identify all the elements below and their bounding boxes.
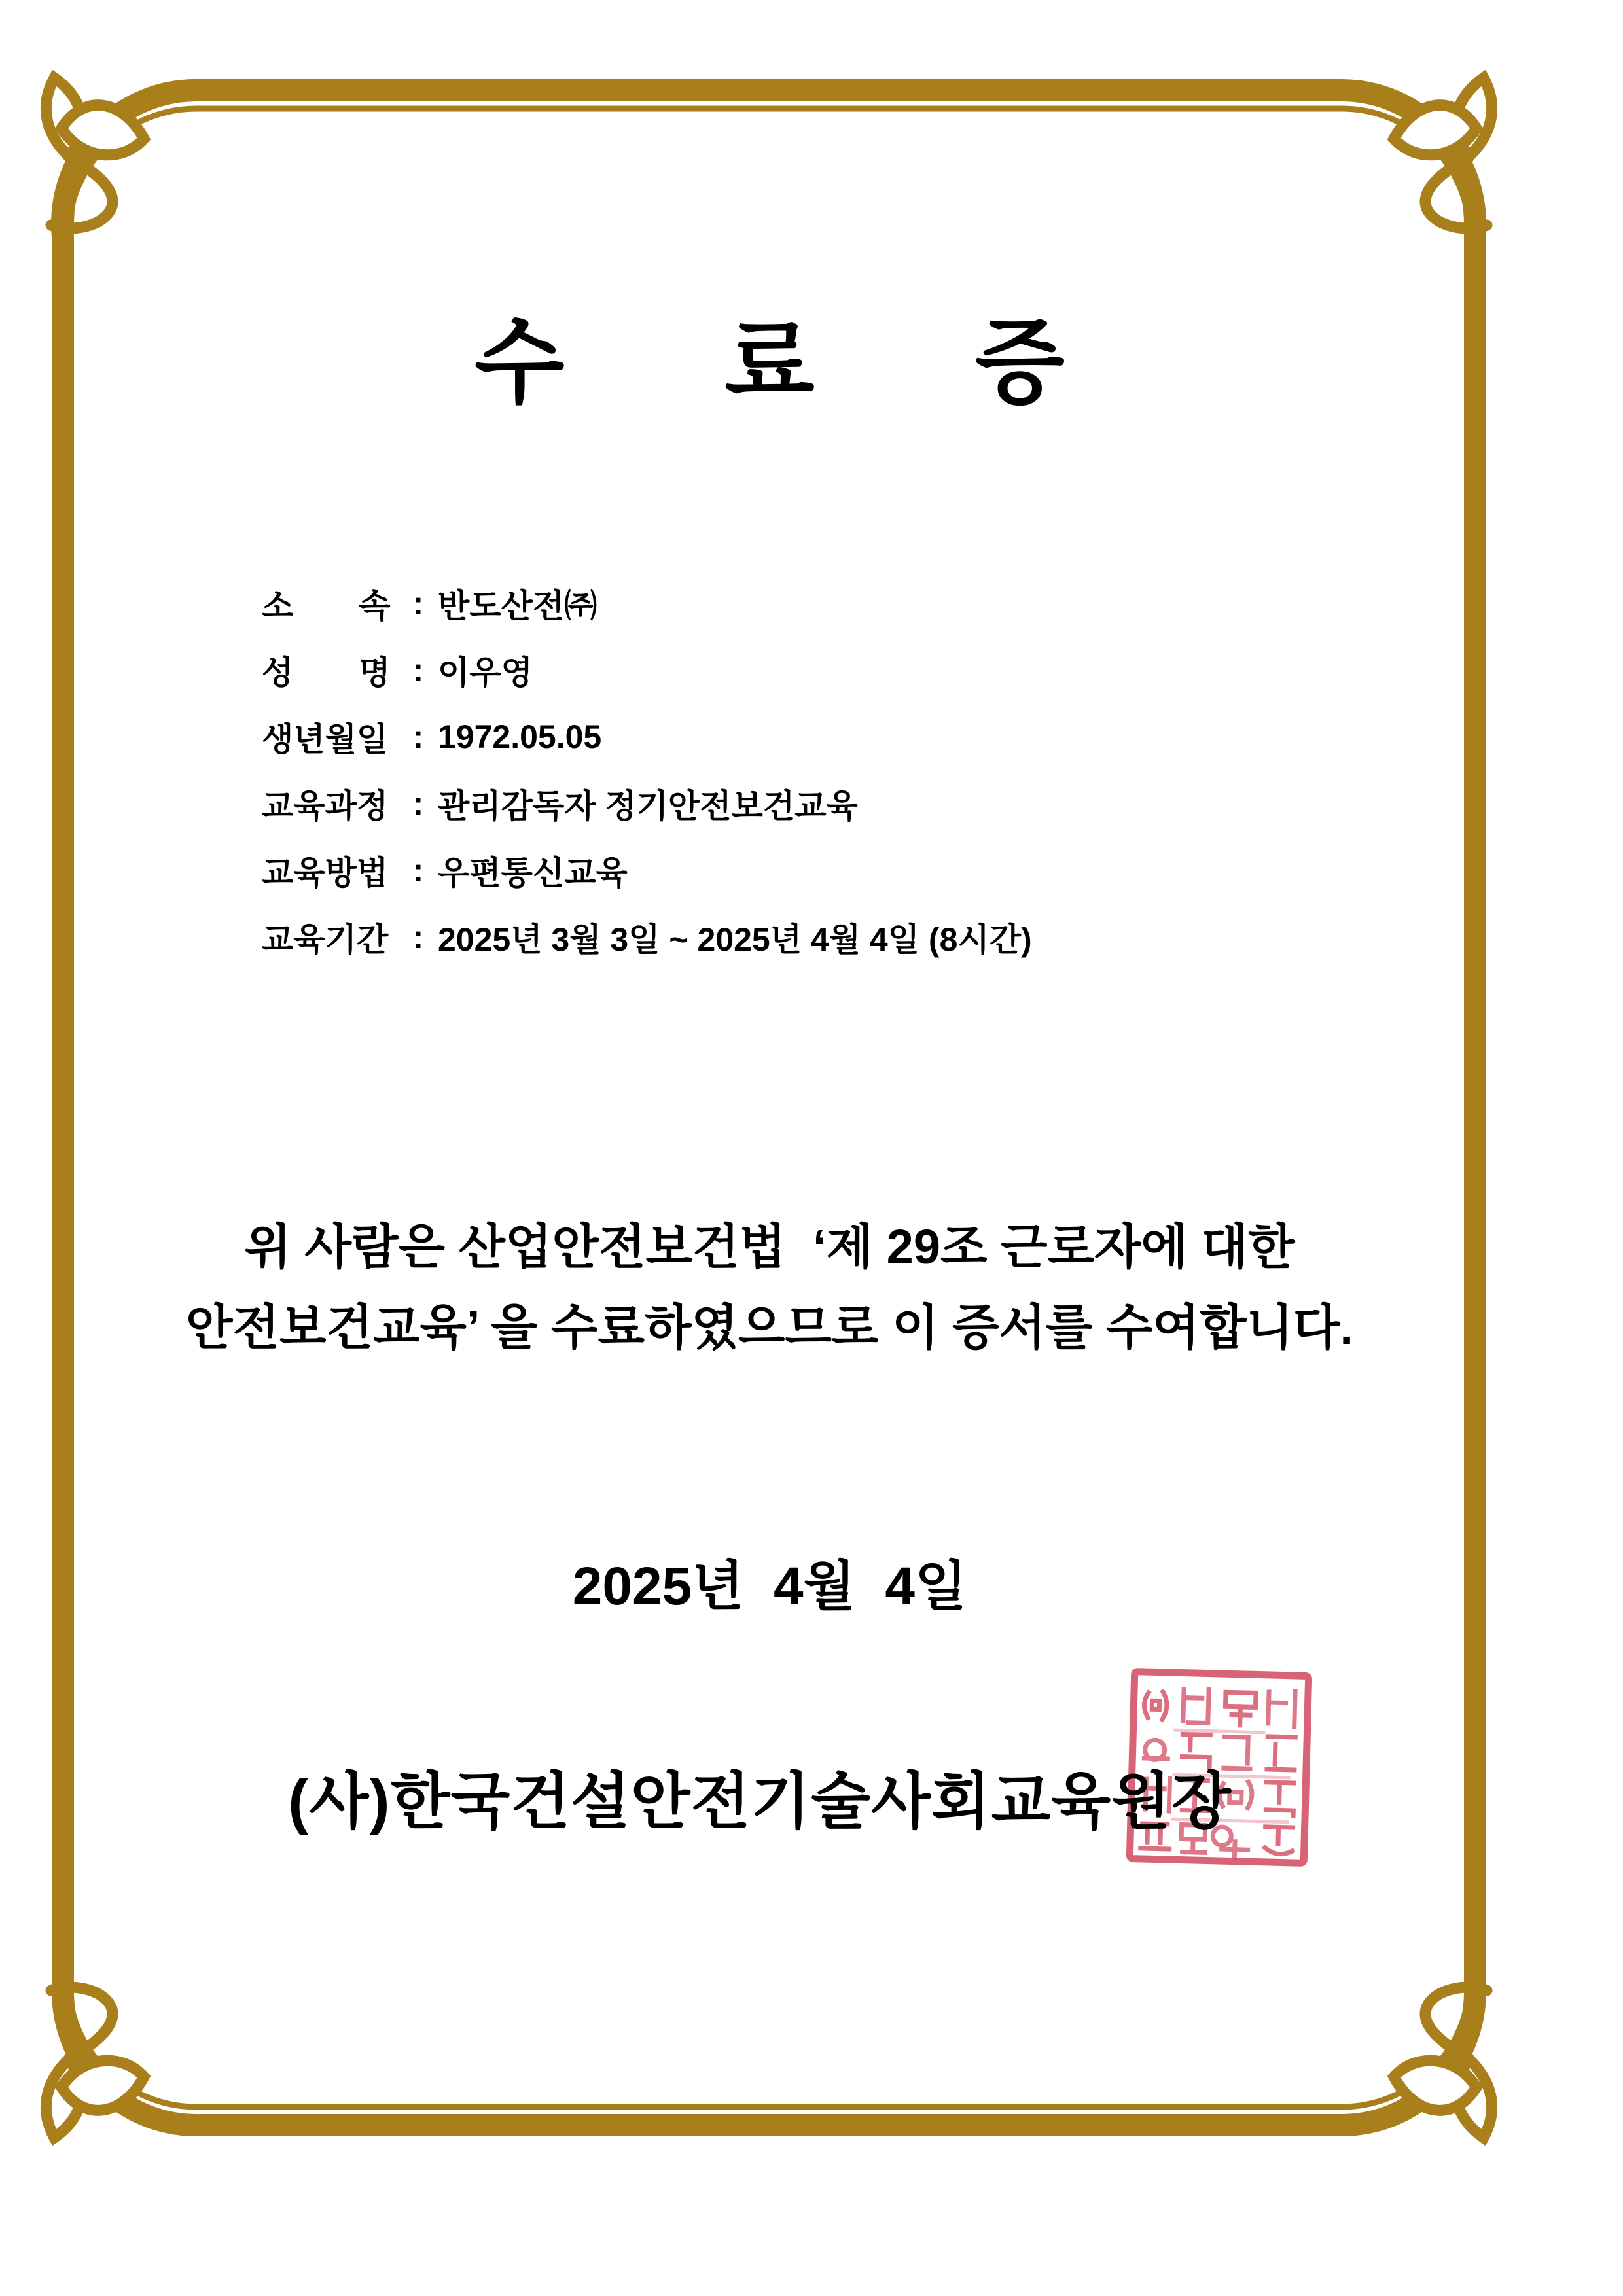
field-value: 2025년 3월 3일 ~ 2025년 4월 4일 (8시간) [438, 921, 1032, 958]
issuer-name: (사)한국건설안전기술사회교육원장 [288, 1767, 1232, 1835]
field-label: 소 속 [262, 588, 391, 624]
field-colon: : [412, 785, 424, 822]
field-value: 반도산전㈜ [438, 588, 597, 624]
field-row-birthdate [262, 703, 1032, 770]
field-row-name [262, 637, 1032, 703]
field-label: 생년월일 [262, 721, 389, 758]
certificate-title: 수료증 [474, 311, 1225, 415]
field-label: 교육과정 [262, 788, 389, 824]
field-label: 성 명 [262, 654, 391, 691]
field-label: 교육기간 [262, 921, 389, 958]
field-label: 교육방법 [262, 855, 389, 891]
field-value: 우편통신교육 [438, 855, 628, 891]
body-paragraph [186, 1207, 1353, 1368]
field-value: 1972.05.05 [438, 718, 602, 755]
field-row-course [262, 770, 1032, 837]
certificate-fields [262, 570, 1032, 970]
field-row-method [262, 837, 1032, 904]
field-value: 관리감독자 정기안전보건교육 [438, 788, 858, 824]
field-value: 이우영 [438, 654, 533, 691]
field-colon: : [412, 718, 424, 755]
field-row-period [262, 904, 1032, 970]
field-colon: : [412, 652, 424, 688]
field-row-affiliation [262, 570, 1032, 637]
body-line: 위 사람은 산업안전보건법 ‘제 29조 근로자에 대한 [244, 1220, 1295, 1274]
field-colon: : [412, 852, 424, 889]
field-colon: : [412, 585, 424, 622]
body-line: 안전보건교육’ 을 수료하였으므로 이 증서를 수여합니다. [186, 1300, 1353, 1354]
issue-date: 2025년 4월 4일 [572, 1557, 967, 1616]
field-colon: : [412, 919, 424, 955]
